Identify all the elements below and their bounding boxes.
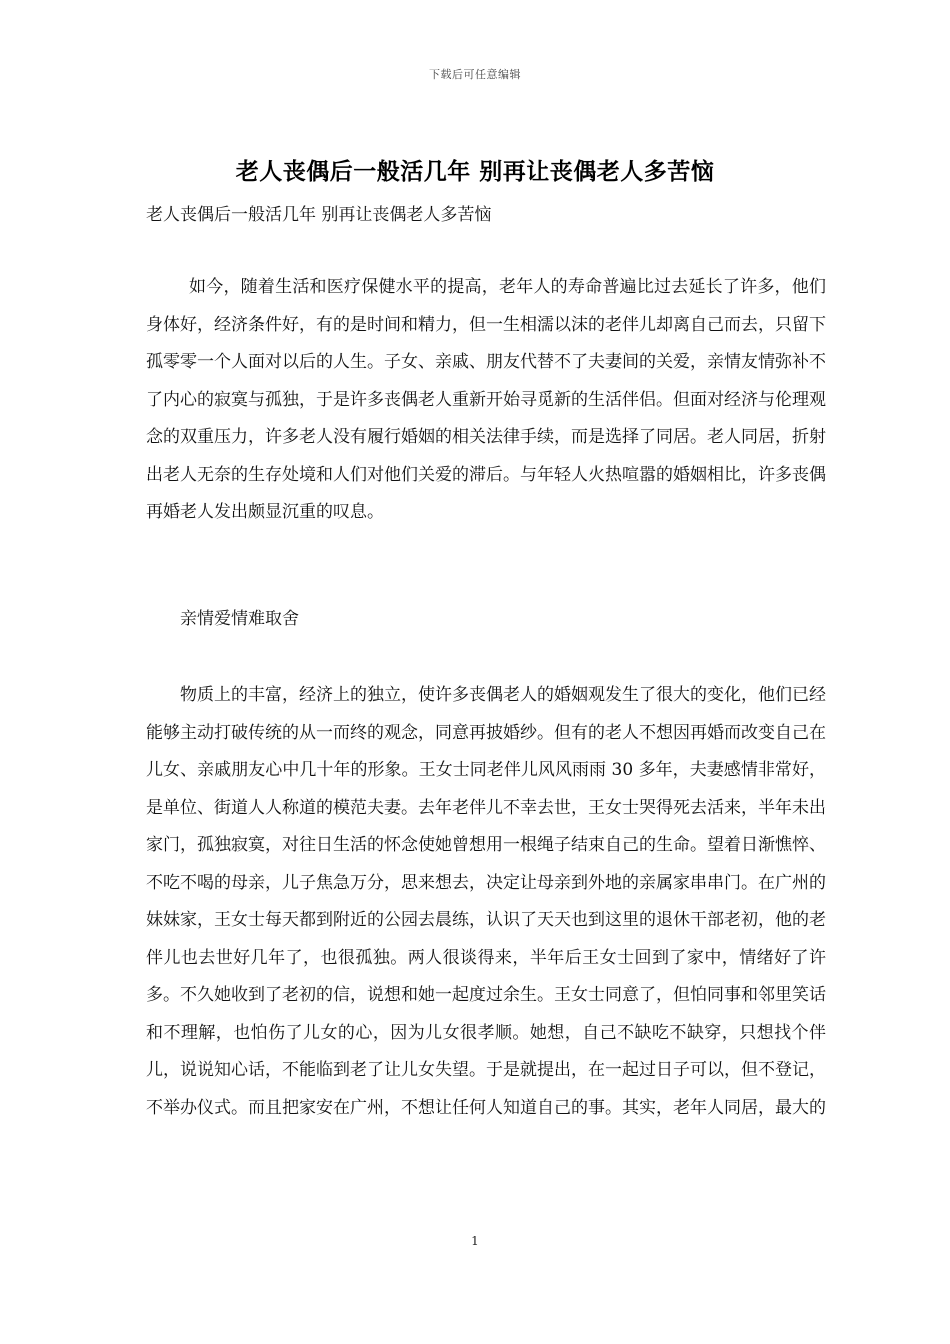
body-paragraph-2: 物质上的丰富，经济上的独立，使许多丧偶老人的婚姻观发生了很大的变化，他们已经能够主动打破传统的从一而终的观念，同意再披婚纱。但有的老人不想因再婚而改变自己在儿女、亲戚朋友心中几十年的形象。王女士同老伴儿风风雨雨 30 多年，夫妻感情非常好，是单位、街道人人称道的模范夫妻。去年老伴儿不幸去世，王女士哭得死去活来，半年未出家门，孤独寂寞，对往日生活的怀念使她曾想用一根绳子结束自己的生命。望着日渐憔悴、不吃不喝的母亲，儿子焦急万分，思来想去，决定让母亲到外地的亲属家串串门。在广州的妹妹家，王女士每天都到附近的公园去晨练，认识了天天也到这里的退休干部老初，他的老伴儿也去世好几年了，也很孤独。两人很谈得来，半年后王女士回到了家中，情绪好了许多。不久她收到了老初的信，说想和她一起度过余生。王女士同意了，但怕同事和邻里笑话和不理解，也怕伤了儿女的心，因为儿女很孝顺。她想，自己不缺吃不缺穿，只想找个伴儿，说说知心话，不能临到老了让儿女失望。于是就提出，在一起过日子可以，但不登记，不举办仪式。而且把家安在广州，不想让任何人知道自己的事。其实，老年人同居，最大的 <box>146 685 826 1118</box>
body-paragraph-1: 如今，随着生活和医疗保健水平的提高，老年人的寿命普遍比过去延长了许多，他们身体好，经济条件好，有的是时间和精力，但一生相濡以沫的老伴儿却离自己而去，只留下孤零零一个人面对以后的人生。子女、亲戚、朋友代替不了夫妻间的关爱，亲情友情弥补不了内心的寂寞与孤独，于是许多丧偶老人重新开始寻觅新的生活伴侣。但面对经济与伦理观念的双重压力，许多老人没有履行婚姻的相关法律手续，而是选择了同居。老人同居，折射出老人无奈的生存处境和人们对他们关爱的滞后。与年轻人火热喧嚣的婚姻相比，许多丧偶再婚老人发出颇显沉重的叹息。 <box>146 277 826 522</box>
document-subtitle: 老人丧偶后一般活几年 别再让丧偶老人多苦恼 <box>146 205 492 225</box>
page-number: 1 <box>471 1234 479 1248</box>
section-heading: 亲情爱情难取舍 <box>180 609 299 629</box>
header-note: 下载后可任意编辑 <box>429 68 521 81</box>
document-title: 老人丧偶后一般活几年 别再让丧偶老人多苦恼 <box>235 158 715 185</box>
